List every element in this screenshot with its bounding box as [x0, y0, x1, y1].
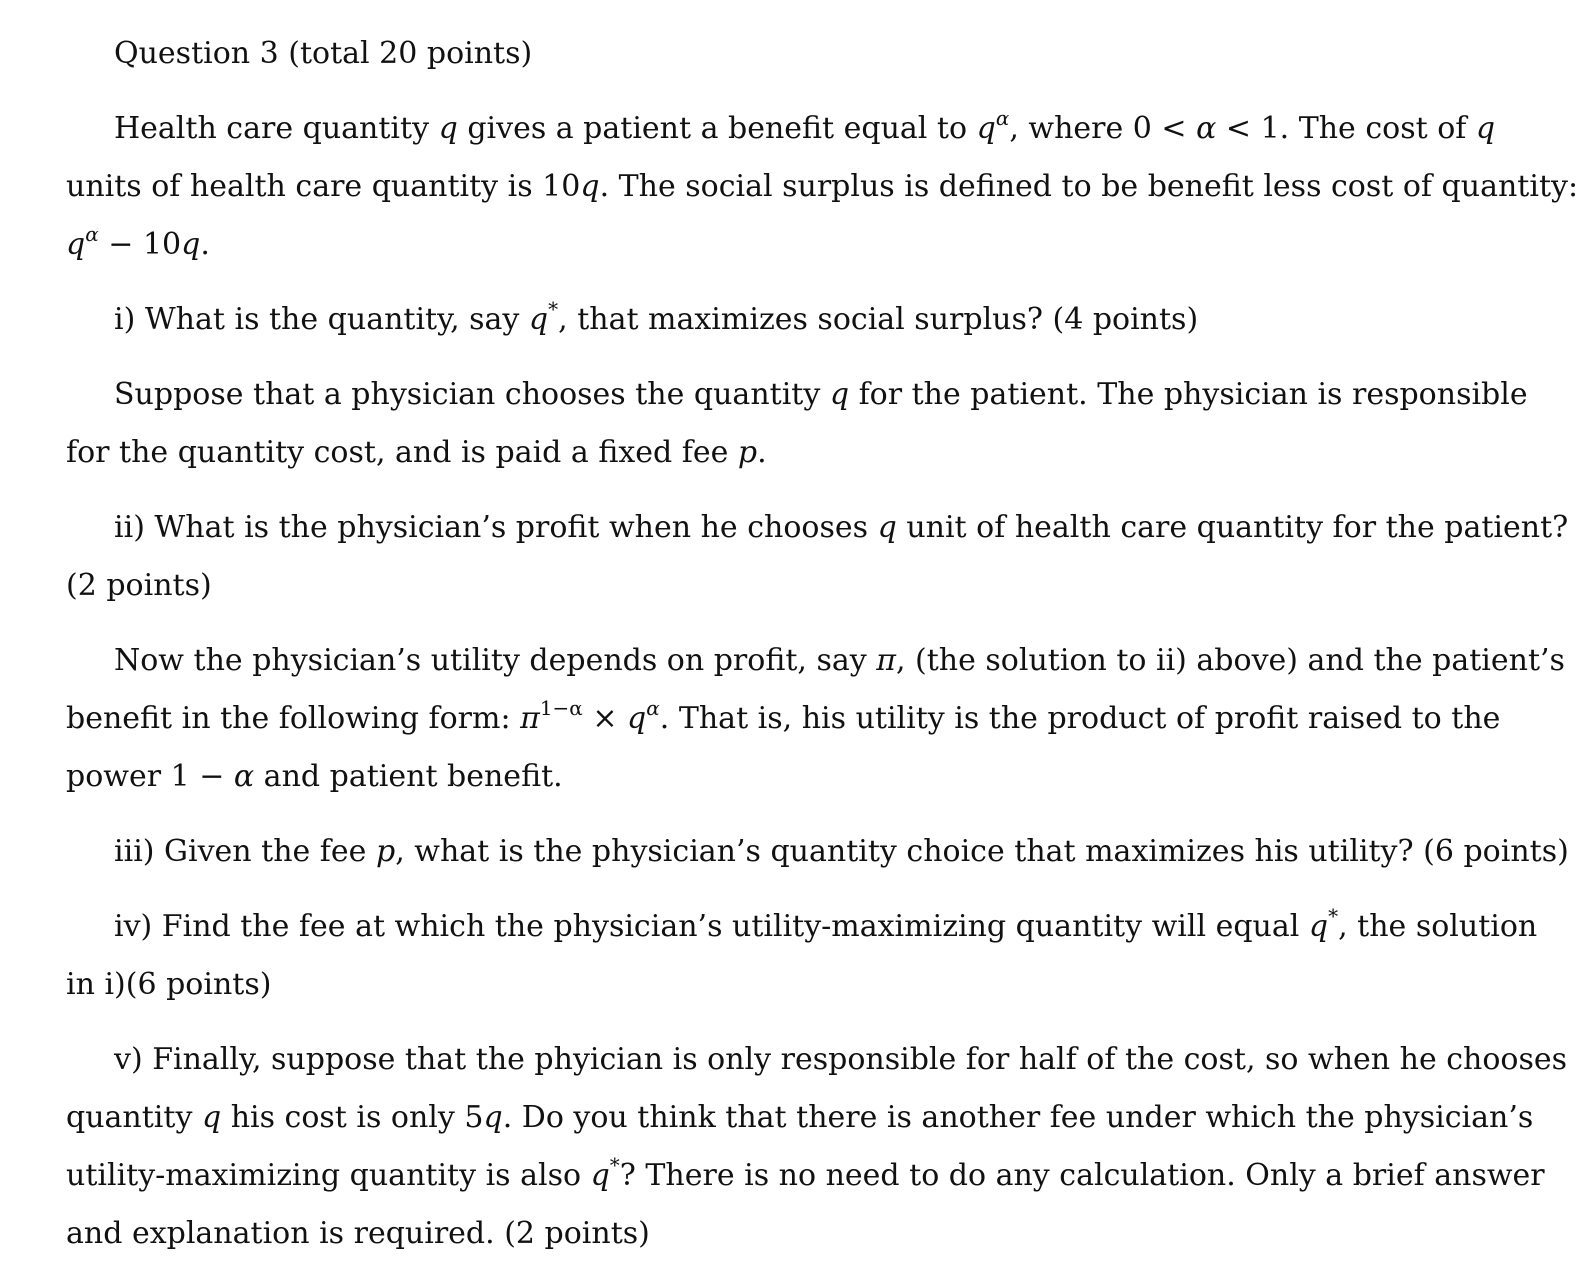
setup3-line-1: Now the physician’s utility depends on profit, say π, (the solution to ii) above) and the patient’s [114, 643, 1565, 678]
part-v-line-4: and explanation is required. (2 points) [66, 1216, 650, 1251]
intro-line-2: units of health care quantity is 10q. The social surplus is defined to be benefit less cost of quantity: [66, 169, 1578, 204]
setup2-line-1: Suppose that a physician chooses the quantity q for the patient. The physician is responsible [114, 377, 1528, 412]
part-ii-line-1: ii) What is the physician’s profit when he chooses q unit of health care quantity for the patient? [114, 510, 1569, 545]
part-iv-line-2: in i)(6 points) [66, 967, 272, 1002]
question-title: Question 3 (total 20 points) [114, 36, 533, 71]
part-iii-question: iii) Given the fee p, what is the physician’s quantity choice that maximizes his utility? (6 points) [114, 834, 1569, 869]
part-v-line-2: quantity q his cost is only 5q. Do you think that there is another fee under which the physician’s [66, 1100, 1534, 1135]
setup3-line-3: power 1 − α and patient benefit. [66, 759, 563, 794]
part-i-question: i) What is the quantity, say q*, that maximizes social surplus? (4 points) [114, 297, 1199, 337]
intro-line-1: Health care quantity q gives a patient a benefit equal to $q^\alpha$, where 0 < α < 1. The cost of q [114, 106, 1496, 146]
setup2-line-2: for the quantity cost, and is paid a fixed fee p. [66, 435, 767, 470]
intro-line-3: $q^\alpha - 10q$. [66, 222, 210, 262]
part-iv-line-1: iv) Find the fee at which the physician’s utility-maximizing quantity will equal q*, the solution [114, 904, 1538, 944]
part-ii-line-2: (2 points) [66, 568, 212, 603]
setup3-line-2: benefit in the following form: $\pi^{1-\alpha} \times q^\alpha$. That is, his utility is the product of profit raised to the [66, 696, 1501, 736]
part-v-line-3: utility-maximizing quantity is also q*? There is no need to do any calculation. Only a brief answer [66, 1153, 1545, 1193]
part-v-line-1: v) Finally, suppose that the phyician is only responsible for half of the cost, so when he chooses [114, 1042, 1568, 1077]
